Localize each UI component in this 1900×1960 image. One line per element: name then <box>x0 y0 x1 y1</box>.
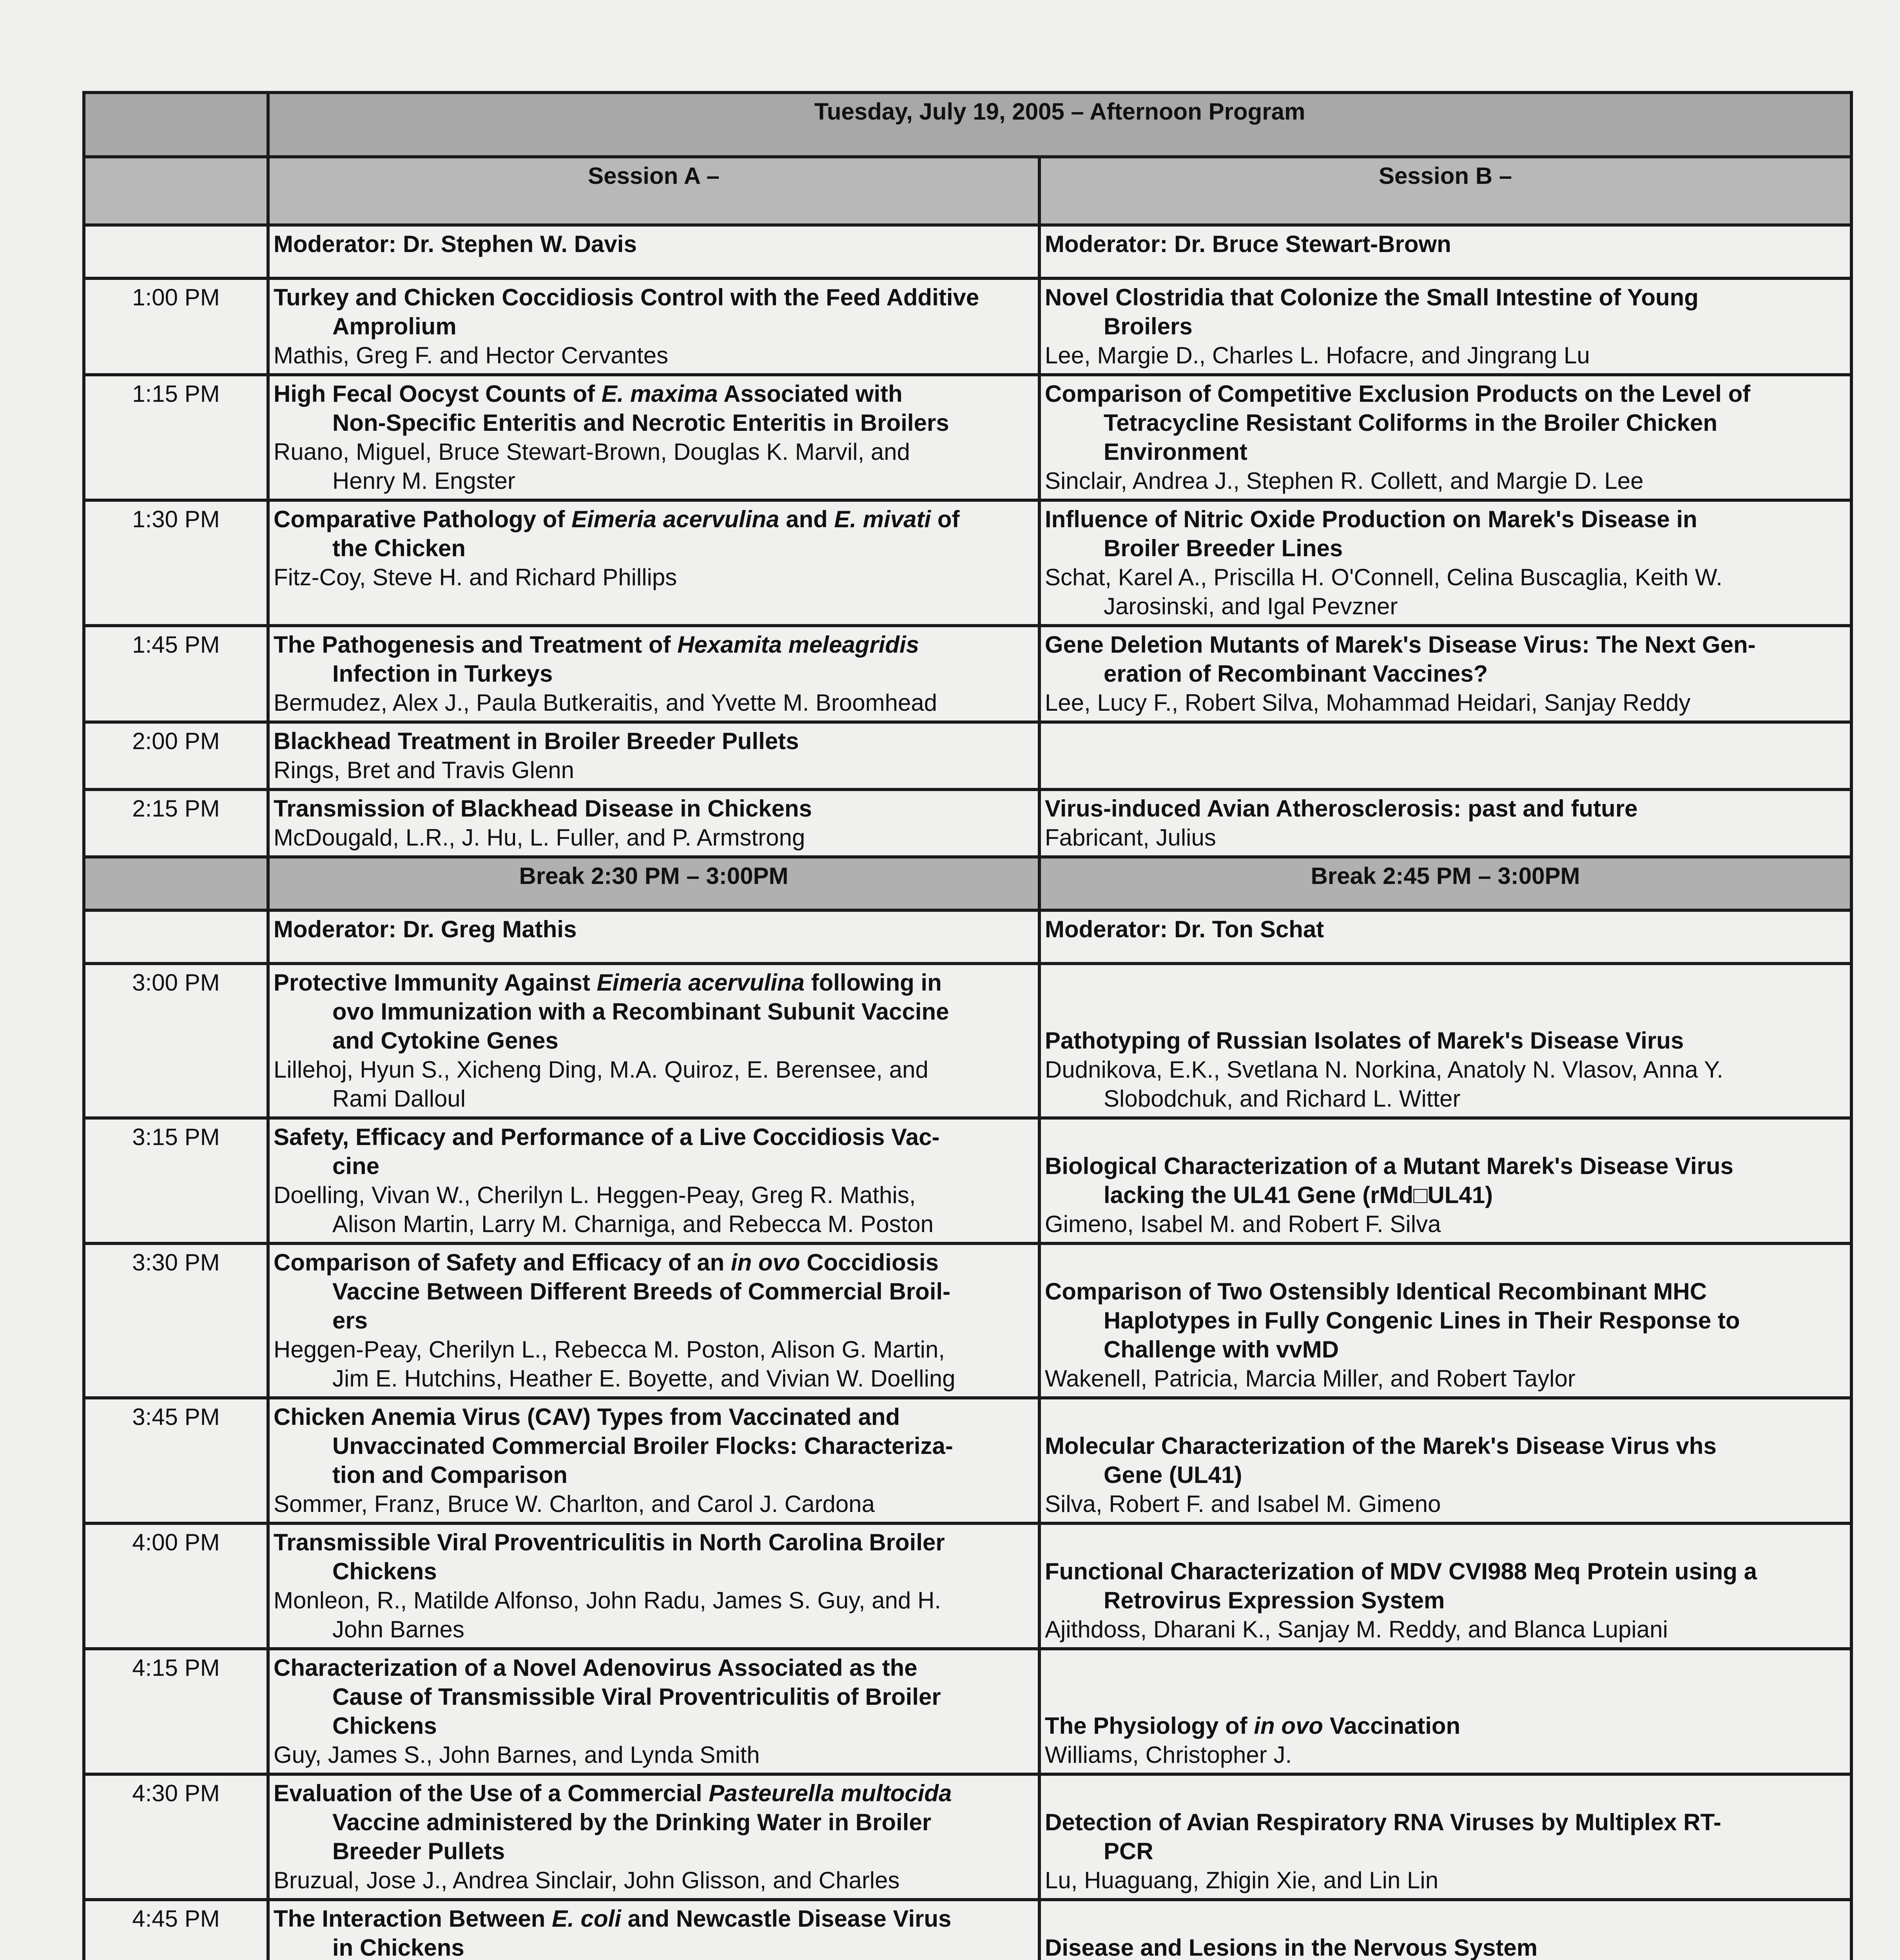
a-title-part: Non-Specific Enteritis and Necrotic Enteritis in Broilers <box>332 410 949 436</box>
a-talk-authors <box>274 1055 1034 1084</box>
b-title-part: Broilers <box>1104 313 1193 339</box>
a-title-part: Coccidiosis <box>800 1249 939 1276</box>
b-talk-authors <box>1045 1364 1846 1393</box>
b-talk-authors <box>1045 1615 1846 1644</box>
a-talk-title <box>274 283 1034 312</box>
a-title-part: the Chicken <box>332 535 466 561</box>
a-talk-title-cont <box>274 997 1034 1026</box>
a-talk-title <box>274 379 1034 408</box>
b-authors-text: Silva, Robert F. and Isabel M. Gimeno <box>1045 1491 1441 1517</box>
b-authors-text: Williams, Christopher J. <box>1045 1742 1292 1768</box>
a-authors-text: Bermudez, Alex J., Paula Butkeraitis, and Yvette M. Broomhead <box>274 690 937 716</box>
a-talk-title-cont <box>274 1682 1034 1711</box>
b-title-part: Tetracycline Resistant Coliforms in the Broiler Chicken <box>1104 410 1717 436</box>
a-title-part: Chickens <box>332 1558 437 1584</box>
a-title-part: Eimeria acervulina <box>571 506 780 532</box>
time-slot: 3:30 PM <box>84 1243 268 1398</box>
session-b-talk <box>1039 1900 1851 1960</box>
a-title-part: and Newcastle Disease Virus <box>621 1906 952 1932</box>
a-talk-authors <box>274 341 1034 370</box>
a-talk-authors <box>274 688 1034 717</box>
session-b-talk <box>1039 964 1851 1118</box>
a-title-part: Unvaccinated Commercial Broiler Flocks: Characteriza- <box>332 1433 953 1459</box>
a-talk-authors-cont <box>274 466 1034 495</box>
a-talk-title-cont <box>274 1277 1034 1306</box>
a-talk-authors-cont <box>274 1210 1034 1239</box>
a-title-part: Turkey and Chicken Coccidiosis Control with the Feed Additive <box>274 284 979 310</box>
session-a-talk <box>268 1523 1039 1649</box>
a-title-part: Transmissible Viral Proventriculitis in North Carolina Broiler <box>274 1529 945 1555</box>
b-talk-authors-cont <box>1045 1084 1846 1113</box>
a-title-part: Breeder Pullets <box>332 1838 505 1864</box>
a-talk-title <box>274 1248 1034 1277</box>
moderator-a-1: Moderator: Dr. Stephen W. Davis <box>268 225 1039 278</box>
a-talk-authors <box>274 1586 1034 1615</box>
a-talk-title <box>274 1528 1034 1557</box>
a-talk-title-cont <box>274 408 1034 437</box>
a-authors-text: Fitz-Coy, Steve H. and Richard Phillips <box>274 564 677 590</box>
b-talk-authors <box>1045 688 1846 717</box>
b-talk-title <box>1045 505 1846 534</box>
b-talk-title-cont <box>1045 408 1846 437</box>
session-a-talk <box>268 964 1039 1118</box>
title-blank-cell <box>84 93 268 157</box>
time-slot: 4:45 PM <box>84 1900 268 1960</box>
b-title-part: Virus-induced Avian Atherosclerosis: past and future <box>1045 795 1638 822</box>
a-title-part: Eimeria acervulina <box>596 969 805 996</box>
a-talk-title-cont <box>274 1837 1034 1866</box>
b-title-part: Influence of Nitric Oxide Production on Marek's Disease in <box>1045 506 1697 532</box>
a-title-part: Vaccine Between Different Breeds of Commercial Broil- <box>332 1278 951 1305</box>
session-b-talk <box>1039 500 1851 626</box>
b-talk-title-cont <box>1045 312 1846 341</box>
b-authors-text: Schat, Karel A., Priscilla H. O'Connell, Celina Buscaglia, Keith W. <box>1045 564 1722 590</box>
b-talk-title <box>1045 283 1846 312</box>
b-talk-title <box>1045 1711 1846 1740</box>
time-slot: 4:15 PM <box>84 1649 268 1774</box>
program-block-1 <box>84 278 1851 857</box>
session-a-talk <box>268 1118 1039 1243</box>
b-talk-title-cont <box>1045 1306 1846 1335</box>
a-title-part: Chicken Anemia Virus (CAV) Types from Vaccinated and <box>274 1404 900 1430</box>
b-authors-text: Slobodchuk, and Richard L. Witter <box>1104 1085 1461 1112</box>
a-authors-text: John Barnes <box>332 1616 464 1642</box>
a-talk-title-cont <box>274 1557 1034 1586</box>
a-title-part: Cause of Transmissible Viral Proventriculitis of Broiler <box>332 1684 941 1710</box>
a-title-part: Safety, Efficacy and Performance of a Live Coccidiosis Vac- <box>274 1124 940 1150</box>
a-title-part: Pasteurella multocida <box>709 1780 952 1806</box>
a-title-part: tion and Comparison <box>332 1462 567 1488</box>
a-title-part: E. mivati <box>834 506 931 532</box>
a-talk-title <box>274 1904 1034 1933</box>
a-title-part: High Fecal Oocyst Counts of <box>274 381 602 407</box>
b-title-part: Disease and Lesions in the Nervous System <box>1045 1935 1538 1960</box>
time-slot: 4:30 PM <box>84 1774 268 1900</box>
time-slot: 1:15 PM <box>84 375 268 500</box>
a-talk-title-cont <box>274 312 1034 341</box>
b-title-part: Biological Characterization of a Mutant Marek's Disease Virus <box>1045 1153 1734 1179</box>
b-talk-authors <box>1045 1740 1846 1769</box>
b-authors-text: Sinclair, Andrea J., Stephen R. Collett, and Margie D. Lee <box>1045 468 1644 494</box>
session-a-talk <box>268 500 1039 626</box>
a-talk-title-cont <box>274 1026 1034 1055</box>
b-talk-title-cont <box>1045 1837 1846 1866</box>
a-title-part: E. maxima <box>601 381 718 407</box>
a-title-part: Comparison of Safety and Efficacy of an <box>274 1249 731 1276</box>
b-authors-text: Dudnikova, E.K., Svetlana N. Norkina, Anatoly N. Vlasov, Anna Y. <box>1045 1056 1723 1083</box>
a-title-part: in ovo <box>731 1249 800 1276</box>
schedule-row <box>84 375 1851 500</box>
a-talk-authors-cont <box>274 1084 1034 1113</box>
b-title-part: Comparison of Competitive Exclusion Products on the Level of <box>1045 381 1751 407</box>
schedule-row <box>84 1523 1851 1649</box>
a-title-part: Blackhead Treatment in Broiler Breeder Pullets <box>274 728 799 754</box>
session-b-talk <box>1039 1118 1851 1243</box>
b-title-part: eration of Recombinant Vaccines? <box>1104 661 1488 687</box>
b-talk-title-cont <box>1045 1586 1846 1615</box>
a-title-part: in Chickens <box>332 1935 464 1960</box>
session-a-talk <box>268 626 1039 722</box>
a-title-part: Associated with <box>718 381 903 407</box>
a-talk-title-cont <box>274 1461 1034 1490</box>
b-talk-authors <box>1045 1490 1846 1519</box>
a-talk-title <box>274 1653 1034 1682</box>
b-talk-authors-cont <box>1045 592 1846 621</box>
a-talk-title <box>274 727 1034 756</box>
a-title-part: Transmission of Blackhead Disease in Chickens <box>274 795 812 822</box>
b-title-part: Functional Characterization of MDV CVI988 Meq Protein using a <box>1045 1558 1757 1584</box>
break-b: Break 2:45 PM – 3:00PM <box>1039 857 1851 910</box>
b-title-part: The Physiology of <box>1045 1713 1254 1739</box>
a-title-part: Comparative Pathology of <box>274 506 572 532</box>
b-talk-title-cont <box>1045 437 1846 466</box>
b-title-part: Novel Clostridia that Colonize the Small Intestine of Young <box>1045 284 1699 310</box>
a-talk-authors <box>274 823 1034 852</box>
a-talk-title-cont <box>274 1711 1034 1740</box>
a-talk-authors-cont <box>274 1364 1034 1393</box>
session-b-talk <box>1039 1649 1851 1774</box>
a-authors-text: Jim E. Hutchins, Heather E. Boyette, and Vivian W. Doelling <box>332 1365 955 1392</box>
session-b-talk <box>1039 1774 1851 1900</box>
session-a-talk <box>268 1649 1039 1774</box>
b-title-part: Vaccination <box>1323 1713 1461 1739</box>
a-authors-text: McDougald, L.R., J. Hu, L. Fuller, and P. Armstrong <box>274 824 805 851</box>
session-a-talk <box>268 375 1039 500</box>
program-table <box>82 91 1853 1960</box>
a-talk-authors <box>274 1335 1034 1364</box>
page-title: Tuesday, July 19, 2005 – Afternoon Program <box>268 93 1851 157</box>
session-b-talk <box>1039 1243 1851 1398</box>
b-title-part: Gene Deletion Mutants of Marek's Disease Virus: The Next Gen- <box>1045 632 1756 658</box>
schedule-row <box>84 1774 1851 1900</box>
a-talk-title <box>274 1779 1034 1808</box>
a-talk-title <box>274 968 1034 997</box>
time-slot: 2:15 PM <box>84 789 268 857</box>
b-talk-title <box>1045 379 1846 408</box>
b-title-part: Gene (UL41) <box>1104 1462 1242 1488</box>
b-talk-authors <box>1045 466 1846 495</box>
moderator-a-2: Moderator: Dr. Greg Mathis <box>268 910 1039 964</box>
a-talk-authors <box>274 1181 1034 1210</box>
a-title-part: following in <box>804 969 942 996</box>
b-authors-text: Gimeno, Isabel M. and Robert F. Silva <box>1045 1211 1441 1237</box>
a-title-part: Infection in Turkeys <box>332 661 553 687</box>
b-talk-title-cont <box>1045 534 1846 563</box>
b-authors-text: Ajithdoss, Dharani K., Sanjay M. Reddy, and Blanca Lupiani <box>1045 1616 1668 1642</box>
a-talk-authors-cont <box>274 1615 1034 1644</box>
time-slot: 1:30 PM <box>84 500 268 626</box>
a-talk-authors <box>274 1740 1034 1769</box>
a-title-part: Hexamita meleagridis <box>677 632 919 658</box>
a-title-part: ers <box>332 1307 368 1334</box>
session-b-talk <box>1039 722 1851 789</box>
a-title-part: E. coli <box>552 1906 621 1932</box>
session-blank-cell <box>84 157 268 225</box>
a-title-part: Evaluation of the Use of a Commercial <box>274 1780 709 1806</box>
b-talk-title <box>1045 794 1846 823</box>
session-a-talk <box>268 789 1039 857</box>
a-talk-title-cont <box>274 1306 1034 1335</box>
b-title-part: Comparison of Two Ostensibly Identical Recombinant MHC <box>1045 1278 1707 1305</box>
a-talk-authors <box>274 1490 1034 1519</box>
a-talk-title-cont <box>274 1933 1034 1960</box>
a-talk-authors <box>274 756 1034 785</box>
a-title-part: Protective Immunity Against <box>274 969 597 996</box>
break-a: Break 2:30 PM – 3:00PM <box>268 857 1039 910</box>
b-talk-title-cont <box>1045 1181 1846 1210</box>
a-talk-title <box>274 794 1034 823</box>
schedule-row <box>84 626 1851 722</box>
a-title-part: The Pathogenesis and Treatment of <box>274 632 678 658</box>
b-title-part: Haplotypes in Fully Congenic Lines in Their Response to <box>1104 1307 1740 1334</box>
a-authors-text: Ruano, Miguel, Bruce Stewart-Brown, Douglas K. Marvil, and <box>274 439 910 465</box>
b-talk-title <box>1045 1432 1846 1461</box>
session-b-talk <box>1039 626 1851 722</box>
a-title-part: Characterization of a Novel Adenovirus Associated as the <box>274 1655 917 1681</box>
session-b-talk <box>1039 1523 1851 1649</box>
a-title-part: Amprolium <box>332 313 457 339</box>
a-authors-text: Monleon, R., Matilde Alfonso, John Radu, James S. Guy, and H. <box>274 1587 941 1613</box>
schedule-row <box>84 722 1851 789</box>
a-talk-title-cont <box>274 659 1034 688</box>
b-title-part: Molecular Characterization of the Marek's Disease Virus vhs <box>1045 1433 1717 1459</box>
schedule-row <box>84 964 1851 1118</box>
b-title-part: Broiler Breeder Lines <box>1104 535 1343 561</box>
session-b-heading: Session B – <box>1039 157 1851 225</box>
schedule-row <box>84 278 1851 375</box>
a-authors-text: Mathis, Greg F. and Hector Cervantes <box>274 342 669 368</box>
b-talk-title <box>1045 1808 1846 1837</box>
b-talk-title <box>1045 1026 1846 1055</box>
schedule-row <box>84 1900 1851 1960</box>
a-authors-text: Rings, Bret and Travis Glenn <box>274 757 575 783</box>
a-talk-title <box>274 1403 1034 1432</box>
a-talk-title <box>274 505 1034 534</box>
session-a-talk <box>268 1243 1039 1398</box>
b-talk-title <box>1045 1933 1846 1960</box>
b-authors-text: Lee, Margie D., Charles L. Hofacre, and Jingrang Lu <box>1045 342 1590 368</box>
a-authors-text: Alison Martin, Larry M. Charniga, and Rebecca M. Poston <box>332 1211 934 1237</box>
a-talk-title <box>274 1123 1034 1152</box>
moderator-b-2: Moderator: Dr. Ton Schat <box>1039 910 1851 964</box>
b-authors-text: Lee, Lucy F., Robert Silva, Mohammad Heidari, Sanjay Reddy <box>1045 690 1691 716</box>
a-title-part: The Interaction Between <box>274 1906 552 1932</box>
b-talk-title <box>1045 1152 1846 1181</box>
a-talk-title <box>274 630 1034 659</box>
a-title-part: of <box>931 506 960 532</box>
a-authors-text: Rami Dalloul <box>332 1085 466 1112</box>
b-talk-authors <box>1045 563 1846 592</box>
b-talk-authors <box>1045 1210 1846 1239</box>
schedule-row <box>84 1398 1851 1523</box>
b-talk-authors <box>1045 1866 1846 1895</box>
time-slot: 2:00 PM <box>84 722 268 789</box>
time-slot: 1:00 PM <box>84 278 268 375</box>
a-title-part: Chickens <box>332 1713 437 1739</box>
b-authors-text: Jarosinski, and Igal Pevzner <box>1104 593 1398 619</box>
a-authors-text: Guy, James S., John Barnes, and Lynda Smith <box>274 1742 760 1768</box>
time-slot: 4:00 PM <box>84 1523 268 1649</box>
b-title-part: Retrovirus Expression System <box>1104 1587 1445 1613</box>
b-talk-title-cont <box>1045 659 1846 688</box>
session-a-talk <box>268 722 1039 789</box>
a-title-part: cine <box>332 1153 380 1179</box>
session-a-heading: Session A – <box>268 157 1039 225</box>
a-authors-text: Doelling, Vivan W., Cherilyn L. Heggen-Peay, Greg R. Mathis, <box>274 1182 916 1208</box>
schedule-row <box>84 1243 1851 1398</box>
a-authors-text: Henry M. Engster <box>332 468 515 494</box>
session-a-talk <box>268 1774 1039 1900</box>
a-talk-title-cont <box>274 1152 1034 1181</box>
schedule-row <box>84 1118 1851 1243</box>
b-title-part: in ovo <box>1254 1713 1323 1739</box>
b-talk-title <box>1045 1277 1846 1306</box>
a-talk-authors <box>274 563 1034 592</box>
a-talk-authors <box>274 1866 1034 1895</box>
b-talk-authors <box>1045 341 1846 370</box>
session-b-talk <box>1039 789 1851 857</box>
a-talk-title-cont <box>274 1432 1034 1461</box>
b-title-part: Challenge with vvMD <box>1104 1336 1339 1363</box>
schedule-row <box>84 1649 1851 1774</box>
a-authors-text: Sommer, Franz, Bruce W. Charlton, and Carol J. Cardona <box>274 1491 875 1517</box>
b-authors-text: Fabricant, Julius <box>1045 824 1216 851</box>
a-talk-title-cont <box>274 1808 1034 1837</box>
moderator-b-1: Moderator: Dr. Bruce Stewart-Brown <box>1039 225 1851 278</box>
session-b-talk <box>1039 278 1851 375</box>
session-a-talk <box>268 1900 1039 1960</box>
b-talk-title <box>1045 1557 1846 1586</box>
session-b-talk <box>1039 1398 1851 1523</box>
schedule-row <box>84 789 1851 857</box>
session-b-talk <box>1039 375 1851 500</box>
a-title-part: and <box>779 506 834 532</box>
session-a-talk <box>268 278 1039 375</box>
b-talk-title <box>1045 630 1846 659</box>
a-talk-title-cont <box>274 534 1034 563</box>
a-talk-authors <box>274 437 1034 466</box>
b-title-part: Detection of Avian Respiratory RNA Viruses by Multiplex RT- <box>1045 1809 1721 1835</box>
a-authors-text: Bruzual, Jose J., Andrea Sinclair, John Glisson, and Charles <box>274 1867 900 1893</box>
b-talk-authors <box>1045 1055 1846 1084</box>
b-authors-text: Lu, Huaguang, Zhigin Xie, and Lin Lin <box>1045 1867 1439 1893</box>
time-slot: 3:15 PM <box>84 1118 268 1243</box>
session-a-talk <box>268 1398 1039 1523</box>
schedule-row <box>84 500 1851 626</box>
a-authors-text: Heggen-Peay, Cherilyn L., Rebecca M. Poston, Alison G. Martin, <box>274 1336 945 1363</box>
program-block-2 <box>84 964 1851 1960</box>
b-authors-text: Wakenell, Patricia, Marcia Miller, and Robert Taylor <box>1045 1365 1575 1392</box>
a-authors-text: Lillehoj, Hyun S., Xicheng Ding, M.A. Quiroz, E. Berensee, and <box>274 1056 928 1083</box>
time-slot: 3:45 PM <box>84 1398 268 1523</box>
b-title-part: Pathotyping of Russian Isolates of Marek's Disease Virus <box>1045 1027 1684 1054</box>
time-slot: 3:00 PM <box>84 964 268 1118</box>
b-title-part: lacking the UL41 Gene (rMd□UL41) <box>1104 1182 1493 1208</box>
a-title-part: Vaccine administered by the Drinking Water in Broiler <box>332 1809 932 1835</box>
a-title-part: and Cytokine Genes <box>332 1027 558 1054</box>
b-talk-title-cont <box>1045 1461 1846 1490</box>
b-title-part: PCR <box>1104 1838 1153 1864</box>
time-slot: 1:45 PM <box>84 626 268 722</box>
b-talk-authors <box>1045 823 1846 852</box>
a-title-part: ovo Immunization with a Recombinant Subunit Vaccine <box>332 998 949 1025</box>
b-title-part: Environment <box>1104 439 1247 465</box>
b-talk-title-cont <box>1045 1335 1846 1364</box>
